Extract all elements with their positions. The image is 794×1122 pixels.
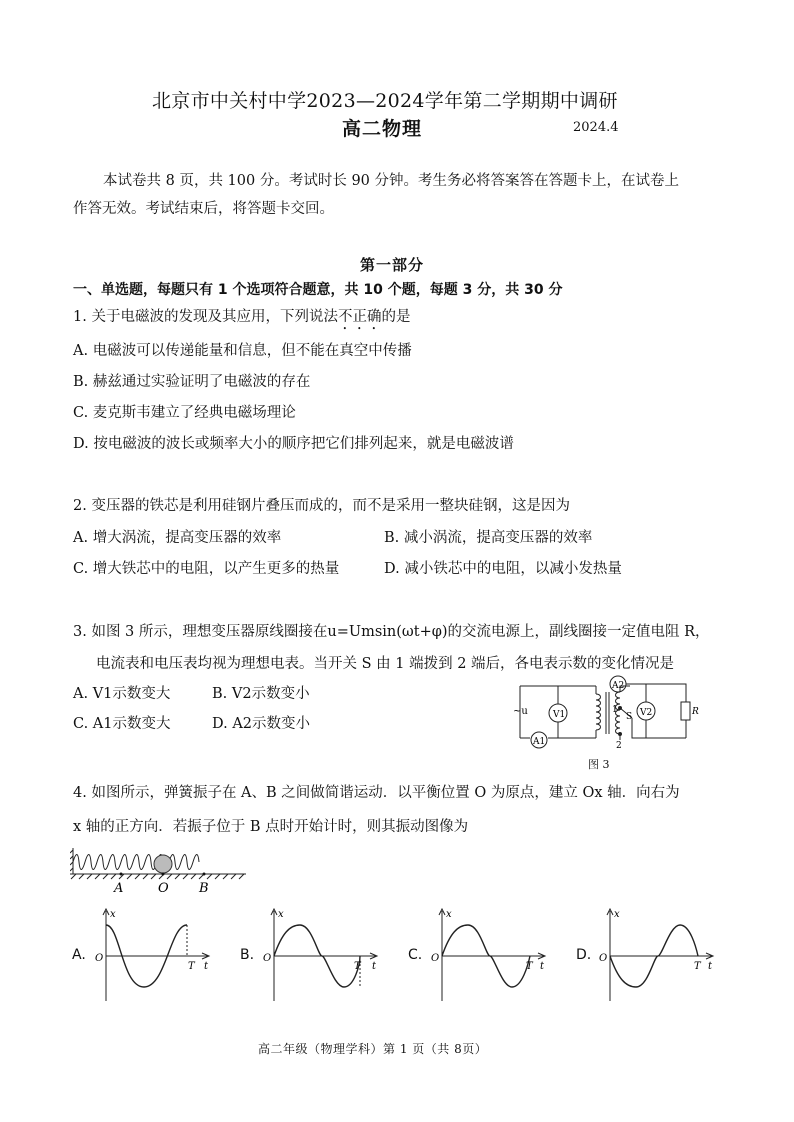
axis-t-label: t — [204, 961, 209, 972]
q4-stem-line-1: 4. 如图所示，弹簧振子在 A、B 之间做简谐运动．以平衡位置 O 为原点，建立 Ox 轴．向右为 — [73, 785, 680, 801]
tap-1-label: 1 — [612, 705, 618, 715]
point-a-label: A — [114, 881, 124, 894]
figure-3-caption: 图 3 — [588, 758, 610, 771]
axis-t-label: t — [372, 961, 377, 972]
q1-option-b: B. 赫兹通过实验证明了电磁波的存在 — [73, 374, 311, 390]
q2-option-b: B. 减小涡流，提高变压器的效率 — [384, 530, 593, 546]
source-label: ~u — [513, 706, 528, 717]
x-axis-arrow — [103, 909, 109, 1001]
q3-option-d: D. A2示数变小 — [212, 716, 311, 732]
axis-t-label: t — [708, 961, 713, 972]
q1-stem-pre: 1. 关于电磁波的发现及其应用，下列说法 — [73, 309, 338, 325]
q4-stem-line-2: x 轴的正方向．若振子位于 B 点时开始计时，则其振动图像为 — [73, 819, 469, 835]
axis-t-label: t — [540, 961, 545, 972]
q3-stem-line-2: 电流表和电压表均视为理想电表。当开关 S 由 1 端拨到 2 端后，各电表示数的变化情况是 — [96, 656, 675, 672]
v1-label: V1 — [553, 710, 566, 720]
q3-option-a: A. V1示数变大 — [73, 686, 171, 702]
origin-label: O — [263, 953, 272, 964]
paper-subtitle: 高二物理 — [342, 118, 423, 140]
q2-option-c: C. 增大铁芯中的电阻，以产生更多的热量 — [73, 561, 340, 577]
period-label: T — [354, 961, 361, 972]
q3-option-b: B. V2示数变小 — [212, 686, 310, 702]
primary-coil — [596, 694, 601, 730]
period-label: T — [694, 961, 701, 972]
a1-label: A1 — [533, 737, 546, 747]
paper-date: 2024.4 — [573, 120, 619, 135]
graph-b — [260, 905, 390, 1003]
oscillator-ball — [154, 855, 172, 873]
origin-label: O — [431, 953, 440, 964]
tap-2-label: 2 — [616, 741, 622, 751]
origin-label: O — [95, 953, 104, 964]
option-c-label: C. — [408, 947, 423, 963]
part-title: 第一部分 — [360, 256, 425, 274]
axis-x-label: x — [446, 909, 452, 920]
point-b-label: B — [199, 881, 209, 894]
option-b-label: B. — [240, 947, 255, 963]
period-label: T — [526, 961, 533, 972]
q2-stem: 2. 变压器的铁芯是利用硅钢片叠压而成的，而不是采用一整块硅钢，这是因为 — [73, 498, 570, 514]
a2-label: A2 — [612, 681, 625, 691]
instructions-line-1: 本试卷共 8 页，共 100 分。考试时长 90 分钟。考生务必将答案答在答题卡上，在试卷上 — [103, 173, 680, 189]
graph-c — [428, 905, 558, 1003]
resistor-r — [681, 702, 690, 720]
v2-label: V2 — [640, 708, 653, 718]
graph-a — [92, 905, 222, 1003]
section-heading: 一、单选题，每题只有 1 个选项符合题意，共 10 个题，每题 3 分，共 30 分 — [73, 282, 563, 298]
spring — [73, 855, 199, 870]
axis-x-label: x — [278, 909, 284, 920]
q3-stem-line-1: 3. 如图 3 所示，理想变压器原线圈接在u=Umsin(ωt+φ)的交流电源上，副线圈接一定值电阻 R， — [73, 624, 710, 640]
paper-title: 北京市中关村中学2023—2024学年第二学期期中调研 — [152, 90, 618, 112]
period-label: T — [188, 961, 195, 972]
axis-x-label: x — [614, 909, 620, 920]
origin-label: O — [599, 953, 608, 964]
q1-stem — [73, 305, 410, 333]
point-o-label: O — [158, 881, 169, 894]
page-footer: 高二年级（物理学科）第 1 页（共 8页） — [258, 1042, 488, 1056]
q3-option-c: C. A1示数变大 — [73, 716, 171, 732]
resistor-label: R — [692, 707, 699, 717]
q1-option-a: A. 电磁波可以传递能量和信息，但不能在真空中传播 — [73, 343, 412, 359]
q1-option-c: C. 麦克斯韦建立了经典电磁场理论 — [73, 405, 296, 421]
q2-option-d: D. 减小铁芯中的电阻，以减小发热量 — [384, 561, 622, 577]
q1-stem-emphasis: 不正确 — [337, 309, 382, 325]
axis-x-label: x — [110, 909, 116, 920]
spring-oscillator-figure — [70, 844, 252, 894]
q4-graph-options — [70, 905, 770, 1005]
switch-label: S — [626, 712, 633, 722]
option-a-label: A. — [72, 947, 86, 963]
instructions-line-2: 作答无效。考试结束后，将答题卡交回。 — [73, 201, 334, 217]
q1-option-d: D. 按电磁波的波长或频率大小的顺序把它们排列起来，就是电磁波谱 — [73, 436, 514, 452]
q1-stem-post: 的是 — [381, 309, 411, 325]
q2-option-a: A. 增大涡流，提高变压器的效率 — [73, 530, 282, 546]
graph-d — [596, 905, 726, 1003]
option-d-label: D. — [576, 947, 592, 963]
